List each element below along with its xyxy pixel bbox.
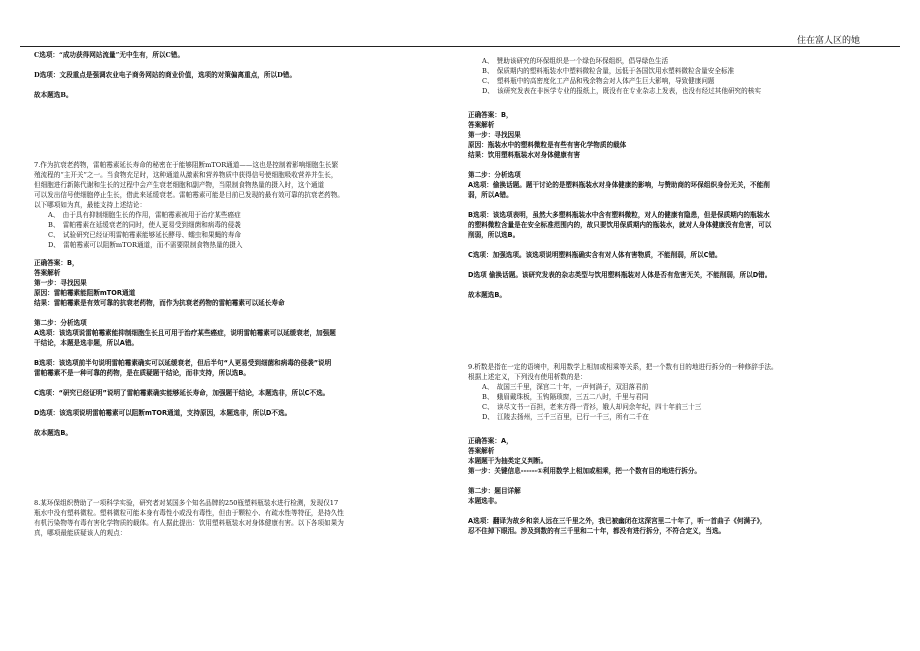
option-d: D、 该研究发表在非医学专业的报纸上，既没有在专业杂志上发表，也没有经过其他研究的核实 [482, 87, 761, 95]
question-7-answer-block [34, 258, 452, 438]
c-explanation: C选项：“研究已经证明”说明了雷帕霉素确实能够延长寿命，加强题干结论，本题选非，所以C不选。 [34, 389, 330, 397]
a-explanation: A选项：翻译为故乡和亲人远在三千里之外，我已被幽闭在这深宫里二十年了，听一首曲子《何满子》， [468, 517, 767, 525]
a-explanation: 弱，所以A错。 [468, 191, 513, 199]
correct-answer: 正确答案：B， [34, 259, 79, 267]
step-2: 第二步：题目详解 [468, 487, 521, 495]
step-1: 第一步：关键信息------①利用数学上相加或相乘，把一个数有目的地进行拆分。 [468, 467, 702, 475]
cause: 原因：瓶装水中的塑料微粒是有些有害化学物质的载体 [468, 141, 627, 149]
stem-line: 9.析数是指在一定的语境中，利用数学上相加或相乘等关系，把一个数有目的地进行拆分的一种修辞手法。 [468, 363, 778, 371]
question-8-options [468, 56, 886, 96]
question-9-answer-block [468, 436, 886, 536]
correct-answer: 正确答案：A， [468, 437, 513, 445]
option-a: A、 故国三千里，深宫二十年，一声何满子，双泪落君前 [482, 383, 649, 391]
option-a: A、 赞助该研究的环保组织是一个绿色环保组织，倡导绿色生活 [482, 57, 669, 65]
option-b: B、 保质期内的塑料瓶装水中塑料微粒含量，远低于各国饮用水塑料微粒含量安全标准 [482, 67, 735, 75]
analysis-title: 答案解析 [468, 447, 495, 455]
b-explanation: 雷帕霉素不是一种可靠的药物，是在质疑题干结论，而非支持，所以选B。 [34, 369, 251, 377]
question-type: 本题题干为抽类定义判断。 [468, 457, 548, 465]
stem-line: 有机污染物等有毒有害化学物质的载体。有人据此提出：饮用塑料瓶装水对身体健康有害。以下各项如果为 [34, 519, 344, 527]
step-2: 第二步：分析选项 [34, 319, 87, 327]
right-column [468, 56, 886, 536]
option-c: C、 试验研究已经证明雷帕霉素能够延长酵母、蠕虫和果蝇的寿命 [48, 231, 241, 239]
analysis-title: 答案解析 [34, 269, 61, 277]
a-explanation: A选项：该选项说雷帕霉素能抑制细胞生长且可用于治疗某些癌症，说明雷帕霉素可以延缓衰老，加强题 [34, 329, 336, 337]
b-explanation: B选项：该选项表明，虽然大多塑料瓶装水中含有塑料微粒，对人的健康有隐患，但是保质期内的瓶装水 [468, 211, 770, 219]
option-d: D、 雷帕霉素可以阻断mTOR通道，而不需要限制食物热量的摄入 [48, 241, 243, 249]
a-explanation: 忍不住掉下眼泪。涉及到数的有三千里和二十年，都没有进行拆分，不符合定义，当选。 [468, 527, 726, 535]
d-explanation: D选项：该选项说明雷帕霉素可以阻断mTOR通道，支持原因，本题选非，所以D不选。 [34, 409, 292, 417]
correct-answer: 正确答案：B， [468, 111, 513, 119]
a-explanation: 干结论，本题是选非题，所以A错。 [34, 339, 139, 347]
option-d: D、 江陵去扬州，三千三百里，已行一千三，所有二千在 [482, 413, 649, 421]
question-9-stem [468, 362, 886, 382]
stem-line: 真，哪项最能质疑该人的观点： [34, 529, 127, 537]
b-explanation: B选项：该选项前半句说明雷帕霉素确实可以延缓衰老，但后半句“人更易受到细菌和病毒的侵袭”说明 [34, 359, 332, 367]
result: 结果：雷帕霉素是有效可靠的抗衰老药物，而作为抗衰老药物的雷帕霉素可以延长寿命 [34, 299, 285, 307]
option-b: B、 蛾眉戴珠板，玉钩隔琐窗，三五二八时，千里与君同 [482, 393, 649, 401]
option-b: B、 雷帕霉素在延缓衰老的同时，使人更易受到细菌和病毒的侵袭 [48, 221, 241, 229]
stem-line: 以下哪项如为真，最能支持上述结论： [34, 201, 147, 209]
b-explanation: 削弱，所以选B。 [468, 231, 520, 239]
result: 结果：饮用塑料瓶装水对身体健康有害 [468, 151, 581, 159]
stem-line: 8.某环保组织赞助了一项科学实验，研究者对某国多个知名品牌的250瓶塑料瓶装水进行检测，发现仅17 [34, 499, 339, 507]
question-7-stem [34, 160, 452, 210]
c-explanation: C选项：加强选项。该选项说明塑料瓶确实含有对人体有害物质，不能削弱，所以C错。 [468, 251, 722, 259]
stem-line: 但细胞进行新陈代谢和生长的过程中会产生衰老细胞和副产物，当限制食物热量的摄入时，这个通道 [34, 181, 325, 189]
analysis-title: 答案解析 [468, 121, 495, 129]
conclusion: 故本题选B。 [34, 429, 72, 437]
step-1: 第一步：寻找因果 [468, 131, 521, 139]
d-explanation: D选项 偷换话题。该研究发表的杂志类型与饮用塑料瓶装对人体是否有危害无关，不能削弱，所以D错。 [468, 271, 772, 279]
select-non: 本题选非。 [468, 497, 501, 505]
left-column [34, 50, 452, 538]
b-explanation: 的塑料微粒含量是在安全标准范围内的，故只要饮用保质期内的瓶装水，就对人身体健康没有危害，可以 [468, 221, 772, 229]
option-c: C、 塑料瓶中的高密度化工产品和残余物会对人体产生巨大影响，导致健康问题 [482, 77, 715, 85]
conclusion: 故本题选B。 [468, 291, 506, 299]
option-a: A、 由于具有抑制细胞生长的作用，雷帕霉素被用于治疗某些癌症 [48, 211, 241, 219]
step-2: 第二步：分析选项 [468, 171, 521, 179]
stem-line: 殖流程的“主开关”之一。当食物充足时，这种通道从激素和营养物质中获得信号使细胞吸收营养并生长， [34, 171, 338, 179]
stem-line: 7.作为抗衰老药物，雷帕霉素延长寿命的秘密在于能够阻断mTOR通道——这也是控制着影响细胞生长繁 [34, 161, 339, 169]
cause: 原因：雷帕霉素能阻断mTOR通道 [34, 289, 136, 297]
question-8-answer-block [468, 110, 886, 300]
d-option-explanation: D选项：文段重点是强调农业电子商务网站的商业价值，选项的对策偏离重点，所以D错。 [34, 71, 296, 79]
page-header [20, 0, 900, 47]
question-7-options [34, 210, 452, 250]
c-option-explanation: C选项：“成功获得网站流量”无中生有，所以C错。 [34, 51, 184, 59]
step-1: 第一步：寻找因果 [34, 279, 87, 287]
question-8-stem [34, 498, 452, 538]
header-title: 住在富人区的她 [796, 36, 860, 46]
stem-line: 根据上述定义，下列没有使用析数的是： [468, 373, 587, 381]
conclusion: 故本题选B。 [34, 91, 73, 99]
stem-line: 瓶水中没有塑料微粒。塑料微粒可能本身有毒性小或没有毒性，但由于颗粒小、有疏水性等特征，是持久性 [34, 509, 344, 517]
question-9-options [468, 382, 886, 422]
stem-line: 可以发出信号使细胞停止生长，借此来延缓衰老。雷帕霉素可能是目前已发现的最有效可靠的抗衰老药物。 [34, 191, 344, 199]
option-c: C、 读尽文书一百担，老来方得一青衫，娥人却问余年纪，四十年前三十三 [482, 403, 702, 411]
a-explanation: A选项：偷换话题。题干讨论的是塑料瓶装水对身体健康的影响，与赞助商的环保组织身份无关，不能削 [468, 181, 770, 189]
